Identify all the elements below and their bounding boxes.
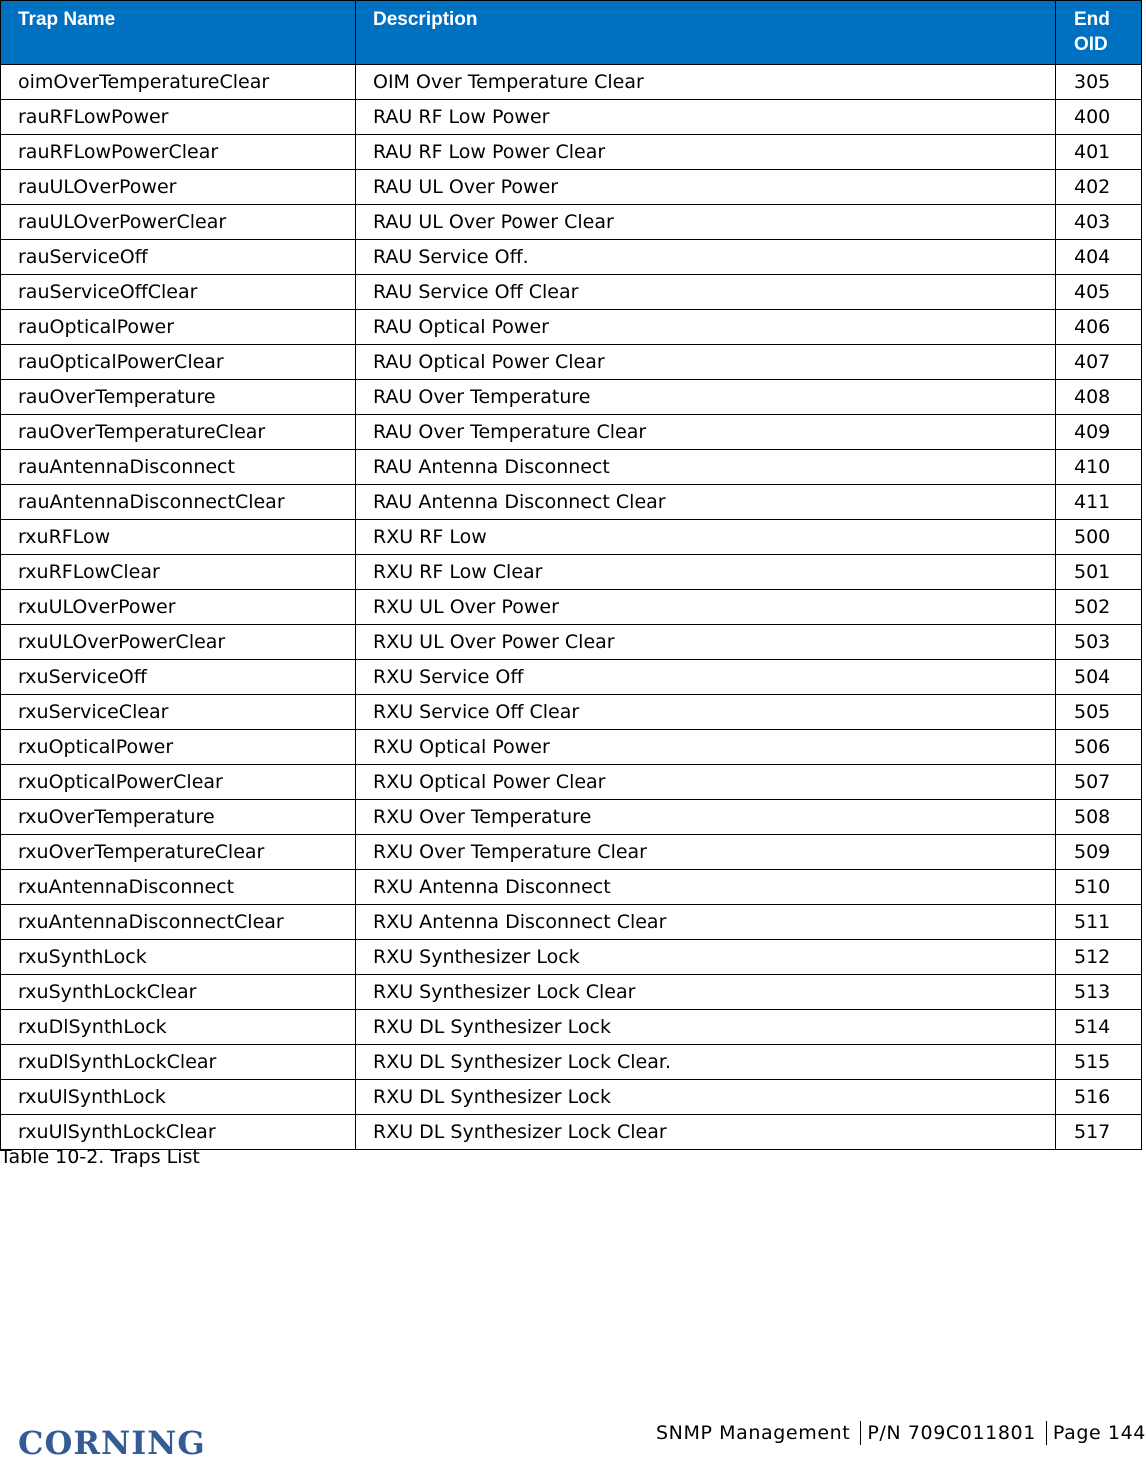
- end-oid-cell: 409: [1056, 415, 1142, 450]
- trap-name-cell: rxuRFLow: [1, 520, 356, 555]
- footer-section: SNMP Management: [655, 1422, 851, 1444]
- trap-name-cell: rxuULOverPower: [1, 590, 356, 625]
- description-cell: RAU Service Off.: [356, 240, 1056, 275]
- table-row: [1, 765, 1142, 800]
- description-cell: RXU Over Temperature Clear: [356, 835, 1056, 870]
- table-row: [1, 660, 1142, 695]
- table-row: [1, 485, 1142, 520]
- description-cell: RAU Antenna Disconnect Clear: [356, 485, 1056, 520]
- table-header: [1, 1, 1142, 65]
- header-trap-name: Trap Name: [1, 1, 356, 65]
- description-cell: RXU Synthesizer Lock: [356, 940, 1056, 975]
- end-oid-cell: 406: [1056, 310, 1142, 345]
- end-oid-cell: 407: [1056, 345, 1142, 380]
- end-oid-cell: 513: [1056, 975, 1142, 1010]
- table-row: [1, 415, 1142, 450]
- trap-name-cell: rxuSynthLock: [1, 940, 356, 975]
- table-row: [1, 65, 1142, 100]
- end-oid-cell: 403: [1056, 205, 1142, 240]
- trap-name-cell: rauRFLowPower: [1, 100, 356, 135]
- trap-name-cell: rxuAntennaDisconnect: [1, 870, 356, 905]
- end-oid-cell: 515: [1056, 1045, 1142, 1080]
- end-oid-cell: 505: [1056, 695, 1142, 730]
- description-cell: RXU DL Synthesizer Lock Clear.: [356, 1045, 1056, 1080]
- end-oid-cell: 504: [1056, 660, 1142, 695]
- description-cell: RXU Optical Power: [356, 730, 1056, 765]
- trap-name-cell: rauOverTemperatureClear: [1, 415, 356, 450]
- table-row: [1, 905, 1142, 940]
- trap-name-cell: rauServiceOff: [1, 240, 356, 275]
- end-oid-cell: 502: [1056, 590, 1142, 625]
- end-oid-cell: 401: [1056, 135, 1142, 170]
- trap-name-cell: rxuOverTemperatureClear: [1, 835, 356, 870]
- description-cell: RXU UL Over Power: [356, 590, 1056, 625]
- description-cell: RXU Service Off: [356, 660, 1056, 695]
- table-row: [1, 135, 1142, 170]
- end-oid-cell: 517: [1056, 1115, 1142, 1150]
- end-oid-cell: 410: [1056, 450, 1142, 485]
- table-row: [1, 380, 1142, 415]
- trap-name-cell: rauOverTemperature: [1, 380, 356, 415]
- table-row: [1, 625, 1142, 660]
- end-oid-cell: 516: [1056, 1080, 1142, 1115]
- table-row: [1, 520, 1142, 555]
- end-oid-cell: 510: [1056, 870, 1142, 905]
- description-cell: RAU Over Temperature Clear: [356, 415, 1056, 450]
- trap-name-cell: rxuSynthLockClear: [1, 975, 356, 1010]
- description-cell: RXU DL Synthesizer Lock: [356, 1080, 1056, 1115]
- description-cell: RAU Service Off Clear: [356, 275, 1056, 310]
- table-caption: Table 10-2. Traps List: [0, 1146, 200, 1168]
- table-row: [1, 940, 1142, 975]
- trap-name-cell: rxuOpticalPowerClear: [1, 765, 356, 800]
- end-oid-cell: 512: [1056, 940, 1142, 975]
- end-oid-cell: 400: [1056, 100, 1142, 135]
- description-cell: RAU RF Low Power: [356, 100, 1056, 135]
- trap-name-cell: rauULOverPowerClear: [1, 205, 356, 240]
- table-row: [1, 205, 1142, 240]
- description-cell: RXU Service Off Clear: [356, 695, 1056, 730]
- description-cell: RAU Optical Power: [356, 310, 1056, 345]
- description-cell: RAU Optical Power Clear: [356, 345, 1056, 380]
- end-oid-cell: 511: [1056, 905, 1142, 940]
- description-cell: RAU UL Over Power: [356, 170, 1056, 205]
- footer-page-number: Page 144: [1052, 1422, 1146, 1444]
- description-cell: RXU RF Low: [356, 520, 1056, 555]
- description-cell: RAU Over Temperature: [356, 380, 1056, 415]
- corning-logo: CORNING: [18, 1424, 206, 1462]
- footer-part-number: P/N 709C011801: [867, 1422, 1036, 1444]
- end-oid-cell: 402: [1056, 170, 1142, 205]
- description-cell: OIM Over Temperature Clear: [356, 65, 1056, 100]
- end-oid-cell: 514: [1056, 1010, 1142, 1045]
- trap-name-cell: rxuULOverPowerClear: [1, 625, 356, 660]
- trap-name-cell: rxuServiceClear: [1, 695, 356, 730]
- table-row: [1, 695, 1142, 730]
- description-cell: RXU Over Temperature: [356, 800, 1056, 835]
- table-row: [1, 450, 1142, 485]
- table-row: [1, 800, 1142, 835]
- table-row: [1, 345, 1142, 380]
- table-body: [1, 65, 1142, 1150]
- trap-name-cell: rxuServiceOff: [1, 660, 356, 695]
- end-oid-cell: 503: [1056, 625, 1142, 660]
- description-cell: RXU RF Low Clear: [356, 555, 1056, 590]
- table-row: [1, 1045, 1142, 1080]
- trap-name-cell: rauULOverPower: [1, 170, 356, 205]
- footer-separator: [1046, 1421, 1047, 1445]
- trap-name-cell: rxuUlSynthLockClear: [1, 1115, 356, 1150]
- table-row: [1, 590, 1142, 625]
- table-row: [1, 730, 1142, 765]
- trap-name-cell: rauRFLowPowerClear: [1, 135, 356, 170]
- page-footer: [656, 1421, 1146, 1445]
- end-oid-cell: 305: [1056, 65, 1142, 100]
- end-oid-cell: 408: [1056, 380, 1142, 415]
- end-oid-cell: 506: [1056, 730, 1142, 765]
- table-row: [1, 240, 1142, 275]
- description-cell: RAU RF Low Power Clear: [356, 135, 1056, 170]
- table-row: [1, 100, 1142, 135]
- table-row: [1, 310, 1142, 345]
- trap-name-cell: rxuAntennaDisconnectClear: [1, 905, 356, 940]
- trap-name-cell: rxuRFLowClear: [1, 555, 356, 590]
- description-cell: RXU Synthesizer Lock Clear: [356, 975, 1056, 1010]
- end-oid-cell: 405: [1056, 275, 1142, 310]
- trap-name-cell: rxuOpticalPower: [1, 730, 356, 765]
- table-row: [1, 1080, 1142, 1115]
- description-cell: RXU UL Over Power Clear: [356, 625, 1056, 660]
- description-cell: RXU DL Synthesizer Lock: [356, 1010, 1056, 1045]
- trap-name-cell: rxuDlSynthLock: [1, 1010, 356, 1045]
- trap-name-cell: oimOverTemperatureClear: [1, 65, 356, 100]
- table-row: [1, 170, 1142, 205]
- table-row: [1, 1010, 1142, 1045]
- end-oid-cell: 404: [1056, 240, 1142, 275]
- trap-name-cell: rauAntennaDisconnectClear: [1, 485, 356, 520]
- trap-name-cell: rauAntennaDisconnect: [1, 450, 356, 485]
- trap-name-cell: rauOpticalPowerClear: [1, 345, 356, 380]
- header-end-oid: End OID: [1056, 1, 1142, 65]
- header-description: Description: [356, 1, 1056, 65]
- trap-name-cell: rxuOverTemperature: [1, 800, 356, 835]
- end-oid-cell: 500: [1056, 520, 1142, 555]
- footer-separator: [860, 1421, 861, 1445]
- table-row: [1, 275, 1142, 310]
- table-row: [1, 555, 1142, 590]
- end-oid-cell: 411: [1056, 485, 1142, 520]
- description-cell: RXU DL Synthesizer Lock Clear: [356, 1115, 1056, 1150]
- description-cell: RAU UL Over Power Clear: [356, 205, 1056, 240]
- end-oid-cell: 508: [1056, 800, 1142, 835]
- description-cell: RXU Antenna Disconnect: [356, 870, 1056, 905]
- trap-name-cell: rauServiceOffClear: [1, 275, 356, 310]
- description-cell: RAU Antenna Disconnect: [356, 450, 1056, 485]
- header-row: [1, 1, 1142, 65]
- description-cell: RXU Antenna Disconnect Clear: [356, 905, 1056, 940]
- table-row: [1, 975, 1142, 1010]
- end-oid-cell: 509: [1056, 835, 1142, 870]
- description-cell: RXU Optical Power Clear: [356, 765, 1056, 800]
- end-oid-cell: 507: [1056, 765, 1142, 800]
- trap-name-cell: rxuUlSynthLock: [1, 1080, 356, 1115]
- end-oid-cell: 501: [1056, 555, 1142, 590]
- table-row: [1, 870, 1142, 905]
- trap-name-cell: rxuDlSynthLockClear: [1, 1045, 356, 1080]
- table-row: [1, 835, 1142, 870]
- trap-name-cell: rauOpticalPower: [1, 310, 356, 345]
